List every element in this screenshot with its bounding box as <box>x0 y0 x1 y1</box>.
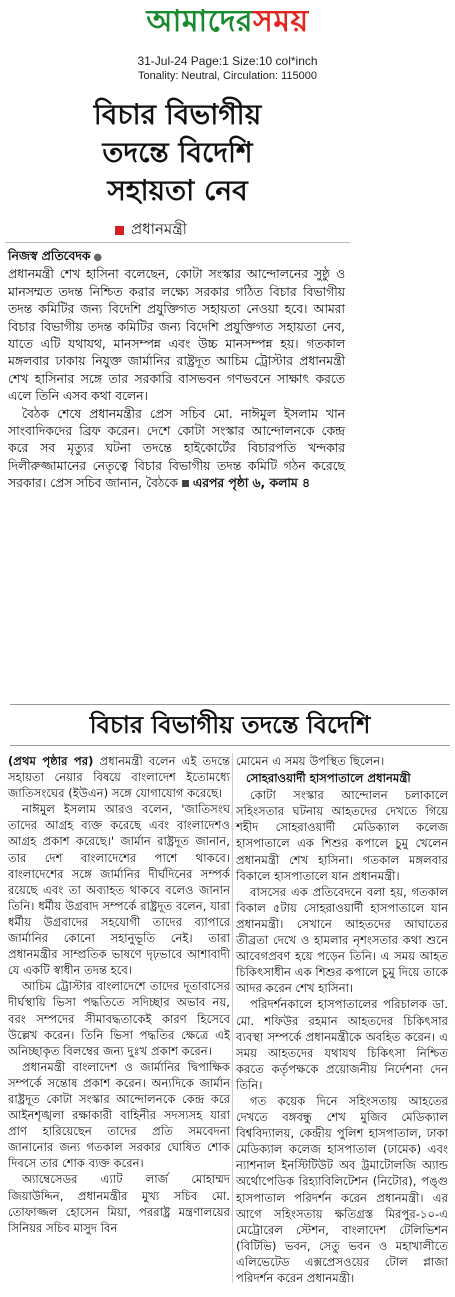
red-square-icon <box>115 226 124 235</box>
paragraph <box>8 406 345 493</box>
bullet-icon: ● <box>93 252 103 263</box>
subheading: সোহরাওয়ার্দী হাসপাতালে প্রধানমন্ত্রী <box>246 771 411 786</box>
headline-line: সহায়তা নেব <box>107 174 248 207</box>
jump-text: এরপর পৃষ্ঠা ৬, কলাম ৪ <box>192 476 310 491</box>
continued-label: (প্রথম পৃষ্ঠার পর) <box>8 754 94 768</box>
paragraph: বাসসের এক প্রতিবেদনে বলা হয়, গতকাল বিকাল ৫টায় সোহরাওয়ার্দী হাসপাতালে যান প্রধানমন্ত্রী। সেখানে আহতদের আঘাতের তীব্রতা দেখে ও হামলার নৃশংসতার কথা শুনে আবেগপ্রবণ হয়ে পড়েন তিনি। এ সময় আহত চিকিৎসাধীন এক শিশুর কপালে চুমু দিয়ে তাকে আদর করেন শেখ হাসিনা। <box>236 884 448 996</box>
kicker-text: প্রধানমন্ত্রী <box>131 220 187 238</box>
article-2-left-column <box>8 753 230 1236</box>
byline-text: নিজস্ব প্রতিবেদক <box>8 249 91 263</box>
paragraph: প্রধানমন্ত্রী শেখ হাসিনা বলেছেন, কোটা সংস্কার আন্দোলনের সুষ্ঠু ও মানসম্মত তদন্ত নিশ্চিত করার লক্ষ্যে সরকার গঠিত বিচার বিভাগীয় তদন্ত কমিটির জন্য বিদেশি প্রযুক্তিগত সহায়তা নেওয়া হবে। আমরা বিচার বিভাগীয় তদন্ত কমিটির জন্য বিদেশি প্রযুক্তিগত সহায়তা নেব, যাতে এটি যথাযথ, মানসম্পন্ন এবং উচ্চ মানসম্পন্ন হয়। গতকাল মঙ্গলবার ঢাকায় নিযুক্ত জার্মানির রাষ্ট্রদূত আচিম ট্রোস্টার প্রধানমন্ত্রী শেখ হাসিনার সঙ্গে তার সরকারি বাসভবন গণভবনে সাক্ষাৎ করতে এলে তিনি এসব কথা বলেন। <box>8 267 345 404</box>
square-bullet-icon <box>182 480 189 487</box>
logo-part-2: সময় <box>253 4 309 39</box>
logo-part-1: আমাদের <box>146 4 253 39</box>
byline <box>8 248 345 266</box>
clipping-tonality: Tonality: Neutral, Circulation: 115000 <box>138 70 317 82</box>
paragraph <box>8 753 230 801</box>
paragraph-text: প্রধানমন্ত্রী বলেন এই তদন্তে সহায়তা নেয়ার বিষয়ে বাংলাদেশ ইতোমধ্যে জাতিসংঘের (ইউএন) সঙ্গে যোগাযোগ করেছে। <box>8 754 230 801</box>
headline-line: বিচার বিভাগীয় <box>93 98 262 131</box>
divider <box>5 242 350 243</box>
article-1-kicker <box>115 218 187 243</box>
continued-jump <box>182 476 310 490</box>
column-divider <box>232 753 233 1283</box>
headline-line: তদন্তে বিদেশি <box>102 136 253 169</box>
paragraph: মোমেন এ সময় উপস্থিত ছিলেন। <box>236 754 385 768</box>
paragraph: গত কয়েক দিনে সহিংসতায় আহতের দেখতে বঙ্গবন্ধু শেখ মুজিব মেডিক্যাল বিশ্ববিদ্যালয়, কেন্দ্রীয় পুলিশ হাসপাতাল, ঢাকা মেডিক্যাল কলেজ হাসপাতাল (ঢামেক) এবং ন্যাশনাল ইনস্টিটিউট অব ট্রমাটোলজি অ্যান্ড অর্থোপেডিক রিহ্যাবিলিটেশন (নিটোর), পঙ্গু হাসপাতাল পরিদর্শন করেন প্রধানমন্ত্রী। এর আগে সহিংসতায় ক্ষতিগ্রস্ত মিরপুর-১০-এ মেট্রোরেল স্টেশন, বাংলাদেশ টেলিভিশন (বিটিভি) ভবন, সেতু ভবন ও মহাখালীতে এলিভেটেড এক্সপ্রেসওয়ের টোল প্লাজা পরিদর্শন করেন প্রধানমন্ত্রী। <box>236 1093 448 1285</box>
article-1-headline <box>10 96 345 210</box>
paragraph: পরিদর্শনকালে হাসপাতালের পরিচালক ডা. মো. শফিউর রহমান আহতদের চিকিৎসার ব্যবস্থা সম্পর্কে প্রধানমন্ত্রীকে অবহিত করেন। এ সময় আহতদের যথাযথ চিকিৎসা নিশ্চিত করতে কর্তৃপক্ষকে প্রয়োজনীয় নির্দেশনা দেন তিনি। <box>236 997 448 1092</box>
clipping-info: 31-Jul-24 Page:1 Size:10 col*inch <box>137 54 318 68</box>
paragraph: আচিম ট্রোস্টার বাংলাদেশে তাদের দূতাবাসের দীর্ঘস্থায়ি ভিসা পদ্ধতিতে সদিচ্ছার অভাব নয়, বরং সম্পদের সীমাবদ্ধতাকেই কারণ হিসেবে উল্লেখ করেন। তিনি ভিসা পদ্ধতির ক্ষেত্রে এই অনিচ্ছাকৃত বিলম্বের জন্য দুঃখ প্রকাশ করেন। <box>8 979 230 1058</box>
paragraph: কোটা সংস্কার আন্দোলন চলাকালে সহিংসতার ঘটনায় আহতদের দেখতে গিয়ে শহীদ সোহরাওয়ার্দী মেডিক্যাল কলেজ হাসপাতালে এক শিশুর কপালে চুমু খেলেন প্রধানমন্ত্রী শেখ হাসিনা। গতকাল মঙ্গলবার বিকালে হাসপাতালে যান প্রধানমন্ত্রী। <box>236 788 448 883</box>
paragraph: অ্যাম্বেসেডর এ্যাট লার্জ মোহাম্মদ জিয়াউদ্দিন, প্রধানমন্ত্রীর মুখ্য সচিব মো. তোফাজ্জল হোসেন মিয়া, পররাষ্ট্র মন্ত্রণালয়ের সিনিয়র সচিব মাসুদ বিন <box>8 1172 230 1235</box>
article-2-headline: বিচার বিভাগীয় তদন্তে বিদেশি <box>10 704 450 746</box>
paragraph-text: বৈঠক শেষে প্রধানমন্ত্রীর প্রেস সচিব মো. নাঈমুল ইসলাম খান সাংবাদিকদের ব্রিফ করেন। দেশে কোটা সংস্কার আন্দোলনকে কেন্দ্র করে সব মৃত্যুর ঘটনা তদন্তে হাইকোর্টের বিচারপতি খন্দকার দিলীরুজ্জামানের নেতৃত্বে বিচার বিভাগীয় তদন্ত কমিটি গঠন করেছে সরকার। প্রেস সচিব জানান, বৈঠকে <box>8 406 345 491</box>
paragraph: প্রধানমন্ত্রী বাংলাদেশ ও জার্মানির দ্বিপাক্ষিক সম্পর্কে সন্তোষ প্রকাশ করেন। অন্যদিকে জার্মান রাষ্ট্রদূত কোটা সংস্কার আন্দোলনকে কেন্দ্র করে আইনশৃঙ্খলা রক্ষাকারী বাহিনীর সদস্যসহ যারা প্রাণ হারিয়েছেন তাদের প্রতি সমবেদনা জানানোর জন্য গতকাল সরকার ঘোষিত শোক দিবসে তার শোক ব্যক্ত করেন। <box>8 1059 230 1171</box>
article-2-right-column <box>236 753 448 1286</box>
article-1-body <box>8 248 345 493</box>
newspaper-logo <box>146 2 308 42</box>
masthead <box>0 0 455 46</box>
paragraph: নাঈমুল ইসলাম আরও বলেন, 'জাতিসংঘ তাদের আগ্রহ ব্যক্ত করেছে এবং বাংলাদেশও আগ্রহ প্রকাশ করেছে।' জার্মান রাষ্ট্রদূত জানান, তার দেশ বাংলাদেশের পাশে থাকবে। বাংলাদেশের সঙ্গে জার্মানির দীর্ঘদিনের সম্পর্ক রয়েছে এবং তা অব্যাহত থাকবে বলেও জানান তিনি। ধর্মীয় উগ্রবাদ সম্পর্কে রাষ্ট্রদূত বলেন, যারা ধর্মীয় উগ্রবাদের সহযোগী তাদের ব্যাপারে জার্মানির কোনো সহানুভূতি নেই। তারা প্রধানমন্ত্রীর সাম্প্রতিক ভাষণে দৃঢ়ভাবে আশাবাদী যে একটি স্বাধীন তদন্ত হবে। <box>8 802 230 978</box>
